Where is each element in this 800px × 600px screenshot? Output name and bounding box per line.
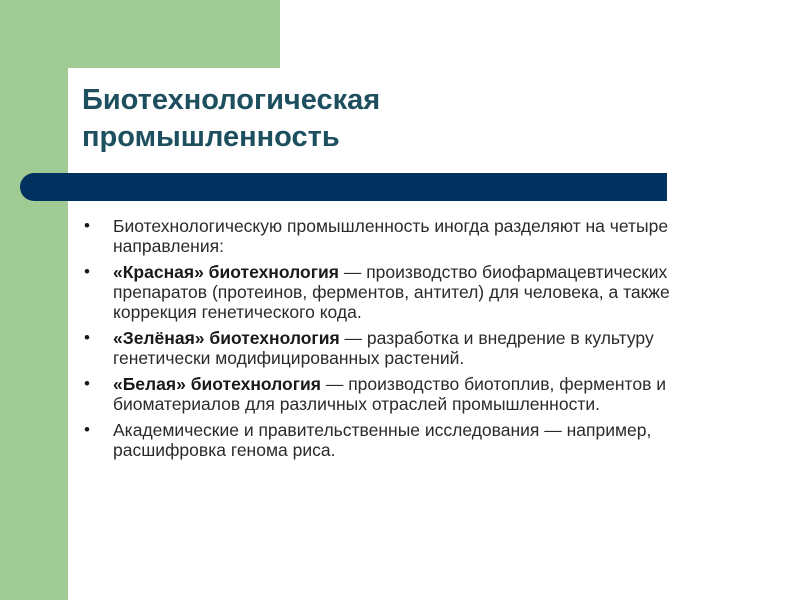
bullet-item-white-biotech [82,374,742,414]
bullet-icon: • [84,262,90,281]
bullet-text [113,420,651,460]
bullet-bold-term: «Красная» биотехнология [113,262,339,282]
bullet-text [113,216,668,256]
bullet-body: — разработка и внедрение в культуру генетически модифицированных растений. [113,328,654,368]
bullet-body: Академические и правительственные исследования — например, расшифровка генома риса. [113,420,652,460]
bullet-item-intro [82,216,742,256]
slide-title [82,82,642,156]
bullet-icon: • [84,328,90,347]
bullet-icon: • [84,216,90,235]
bullet-body: — производство биофармацевтических препаратов (протеинов, ферментов, антител) для человека, а также коррекция генетического кода. [113,262,670,322]
bullet-text [113,328,654,368]
bullet-bold-term: «Белая» биотехнология [113,374,321,394]
bullet-body: Биотехнологическую промышленность иногда разделяют на четыре направления: [113,216,669,256]
decor-green-left [0,0,68,600]
bullet-icon: • [84,374,90,393]
slide-title-line-1: Биотехнологическая [82,84,381,116]
bullet-icon: • [84,420,90,439]
title-underline-bar [20,173,667,201]
bullet-item-red-biotech [82,262,742,322]
bullet-bold-term: «Зелёная» биотехнология [113,328,340,348]
bullet-text [113,374,666,414]
bullet-list [82,216,742,466]
bullet-item-academic [82,420,742,460]
bullet-body: — производство биотоплив, ферментов и биоматериалов для различных отраслей промышленности. [113,374,667,414]
slide-title-line-2: промышленность [82,121,340,153]
bullet-text [113,262,670,322]
bullet-item-green-biotech [82,328,742,368]
